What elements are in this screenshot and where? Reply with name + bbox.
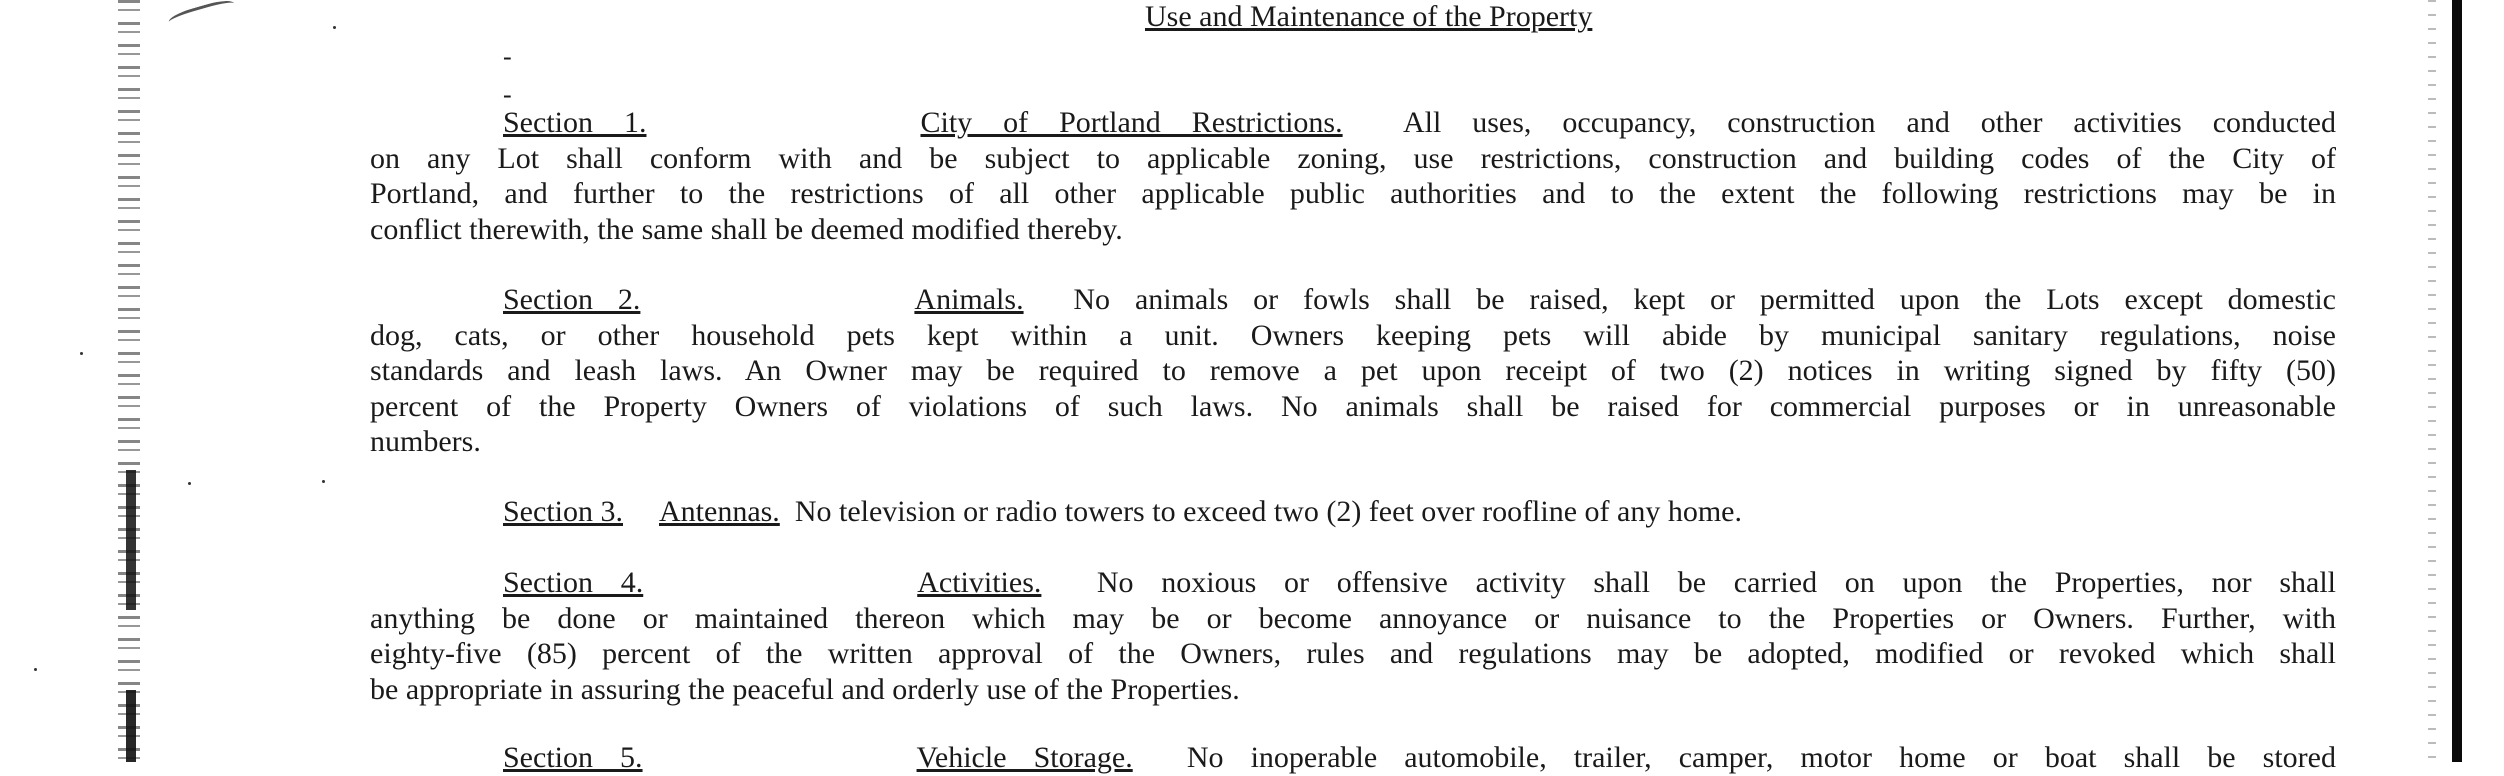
section-line: be appropriate in assuring the peaceful and orderly use of the Properties. — [370, 672, 1240, 706]
section-label: Section 5. — [503, 741, 643, 774]
section-line: Portland, and further to the restrictions of all other applicable public authorities and to the extent the following restrictions may be in — [370, 177, 2336, 210]
section-4 — [370, 565, 2336, 707]
page-heading: Use and Maintenance of the Property — [1145, 0, 1593, 33]
speck — [322, 480, 325, 483]
section-3 — [370, 494, 2336, 530]
section-line: eighty-five (85) percent of the written approval of the Owners, rules and regulations may be adopted, modified or revoked which shall — [370, 637, 2336, 670]
section-line: standards and leash laws. An Owner may be required to remove a pet upon receipt of two (2) notices in writing signed by fifty (50) — [370, 354, 2336, 387]
section-title: Antennas. — [659, 495, 780, 528]
section-title: Activities. — [917, 566, 1042, 599]
section-text: All uses, occupancy, construction and other activities conducted — [1402, 106, 2336, 139]
section-text: No noxious or offensive activity shall be carried on upon the Properties, nor shall — [1096, 566, 2336, 599]
section-line: percent of the Property Owners of violations of such laws. No animals shall be raised for commercial purposes or in unreasonable — [370, 389, 2336, 423]
speck — [34, 668, 37, 671]
scan-mark — [126, 470, 136, 610]
section-label: Section 1. — [503, 106, 647, 139]
scan-edge-left — [118, 0, 140, 762]
scan-edge-right-dots — [2428, 0, 2436, 762]
section-label: Section 3. — [503, 495, 623, 528]
section-text: No animals or fowls shall be raised, kept or permitted upon the Lots except domestic — [1073, 283, 2336, 316]
section-first-line — [370, 105, 2336, 141]
section-text: No inoperable automobile, trailer, camper, motor home or boat shall be stored — [1186, 741, 2336, 774]
section-line: on any Lot shall conform with and be subject to applicable zoning, use restrictions, construction and building codes of the City of — [370, 141, 2336, 175]
section-2 — [370, 282, 2336, 460]
section-line: conflict therewith, the same shall be deemed modified thereby. — [370, 212, 1123, 246]
section-line: numbers. — [370, 425, 481, 458]
speck — [80, 352, 83, 355]
section-first-line — [370, 565, 2336, 601]
speck — [188, 482, 191, 485]
speck — [333, 26, 336, 29]
section-label: Section 2. — [503, 283, 641, 316]
section-1 — [370, 105, 2336, 247]
section-title: Vehicle Storage. — [916, 741, 1133, 774]
scan-mark — [126, 690, 136, 762]
section-first-line — [370, 494, 2336, 530]
section-text: No television or radio towers to exceed two (2) feet over roofline of any home. — [794, 495, 1742, 528]
section-line: dog, cats, or other household pets kept within a unit. Owners keeping pets will abide by municipal sanitary regulations, noise — [370, 318, 2336, 352]
section-first-line — [370, 740, 2336, 776]
section-line: anything be done or maintained thereon which may be or become annoyance or nuisance to the Properties or Owners. Further, with — [370, 601, 2336, 635]
section-label: Section 4. — [503, 566, 644, 599]
section-title: City of Portland Restrictions. — [920, 106, 1343, 139]
pen-mark — [167, 0, 237, 32]
dash-mark: - — [503, 80, 512, 109]
section-first-line — [370, 282, 2336, 318]
section-title: Animals. — [914, 283, 1024, 316]
section-5 — [370, 740, 2336, 776]
dash-mark: - — [503, 42, 512, 71]
scan-edge-right — [2452, 0, 2462, 762]
